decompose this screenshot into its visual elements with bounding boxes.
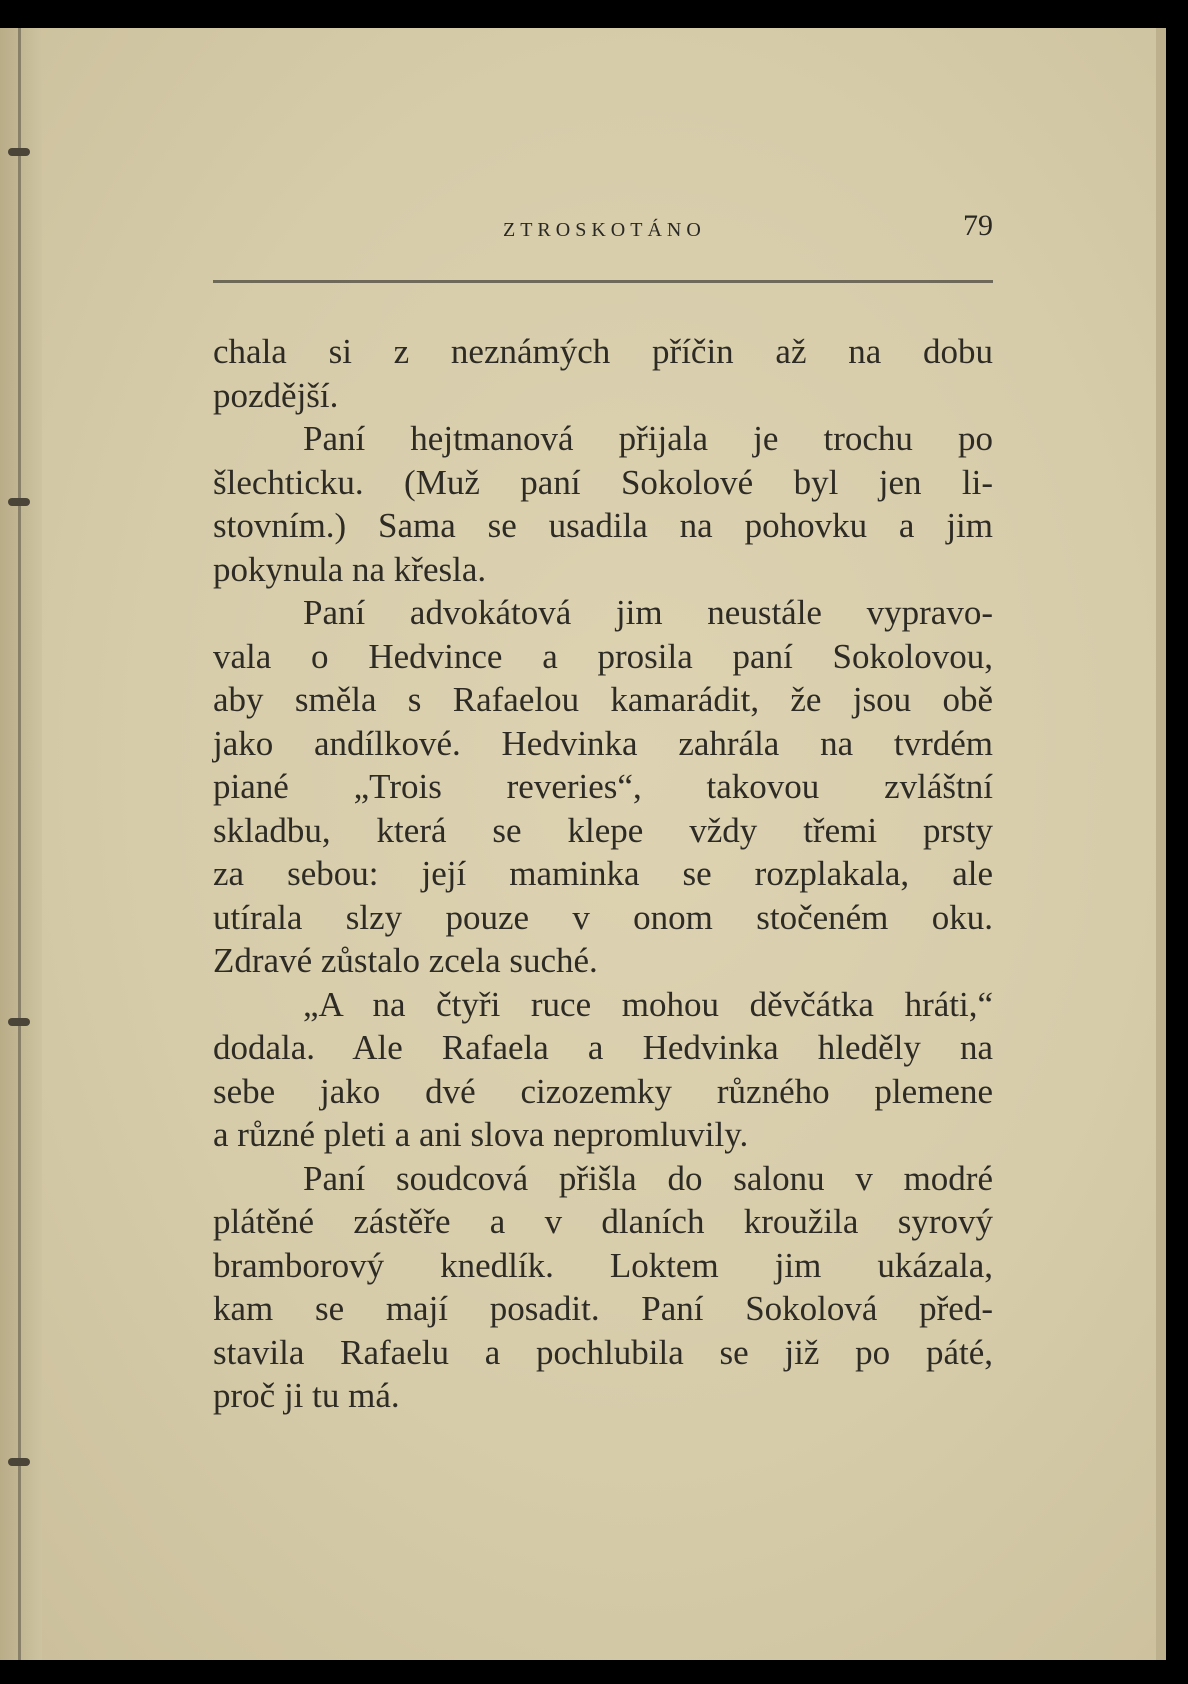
binding-knot: [8, 498, 30, 506]
text-line: proč ji tu má.: [213, 1376, 400, 1415]
text-line: stovním.) Sama se usadila na pohovku a jim: [213, 506, 993, 545]
text-line: Paní advokátová jim neustále vypravo-: [303, 593, 993, 632]
running-title: ZTROSKOTÁNO: [503, 219, 706, 241]
text-line: stavila Rafaelu a pochlubila se již po páté,: [213, 1332, 993, 1372]
text-line: utírala slzy pouze v onom stočeném oku.: [213, 897, 993, 937]
text-line: Paní soudcová přišla do salonu v modré: [303, 1158, 993, 1198]
binding-knot: [8, 1458, 30, 1466]
text-line: Zdravé zůstalo zcela suché.: [213, 941, 598, 980]
binding-thread: [18, 28, 21, 1660]
text-line: šlechticku. (Muž paní Sokolové byl jen li-: [213, 462, 993, 502]
text-line: pokynula na křesla.: [213, 549, 487, 589]
text-line: chala si z neznámých příčin až na dobu: [213, 332, 993, 371]
page-number: 79: [963, 209, 993, 242]
page-header: [213, 205, 993, 255]
binding-knot: [8, 1018, 30, 1026]
text-line: aby směla s Rafaelou kamarádit, že jsou obě: [213, 680, 993, 719]
text-line: „A na čtyři ruce mohou děvčátka hráti,“: [303, 984, 993, 1024]
binding-knot: [8, 148, 30, 156]
text-line: Paní hejtmanová přijala je trochu po: [303, 419, 993, 458]
text-line: kam se mají posadit. Paní Sokolová před-: [213, 1289, 993, 1328]
text-line: skladbu, která se klepe vždy třemi prsty: [213, 810, 993, 850]
header-rule: [213, 280, 993, 283]
text-line: bramborový knedlík. Loktem jim ukázala,: [213, 1245, 993, 1285]
text-line: vala o Hedvince a prosila paní Sokolovou,: [213, 636, 993, 676]
book-binding: [0, 28, 42, 1660]
text-line: jako andílkové. Hedvinka zahrála na tvrdém: [213, 723, 993, 763]
text-line: piané „Trois reveries“, takovou zvláštní: [213, 767, 993, 806]
page-edge: [1156, 28, 1166, 1660]
text-line: pozdější.: [213, 375, 339, 415]
text-line: a různé pleti a ani slova nepromluvily.: [213, 1115, 749, 1154]
text-line: dodala. Ale Rafaela a Hedvinka hleděly na: [213, 1028, 993, 1067]
text-line: za sebou: její maminka se rozplakala, ale: [213, 854, 993, 893]
text-line: sebe jako dvé cizozemky různého plemene: [213, 1071, 993, 1111]
text-line: plátěné zástěře a v dlaních kroužila syrový: [213, 1202, 993, 1241]
body-text: [213, 330, 993, 1418]
